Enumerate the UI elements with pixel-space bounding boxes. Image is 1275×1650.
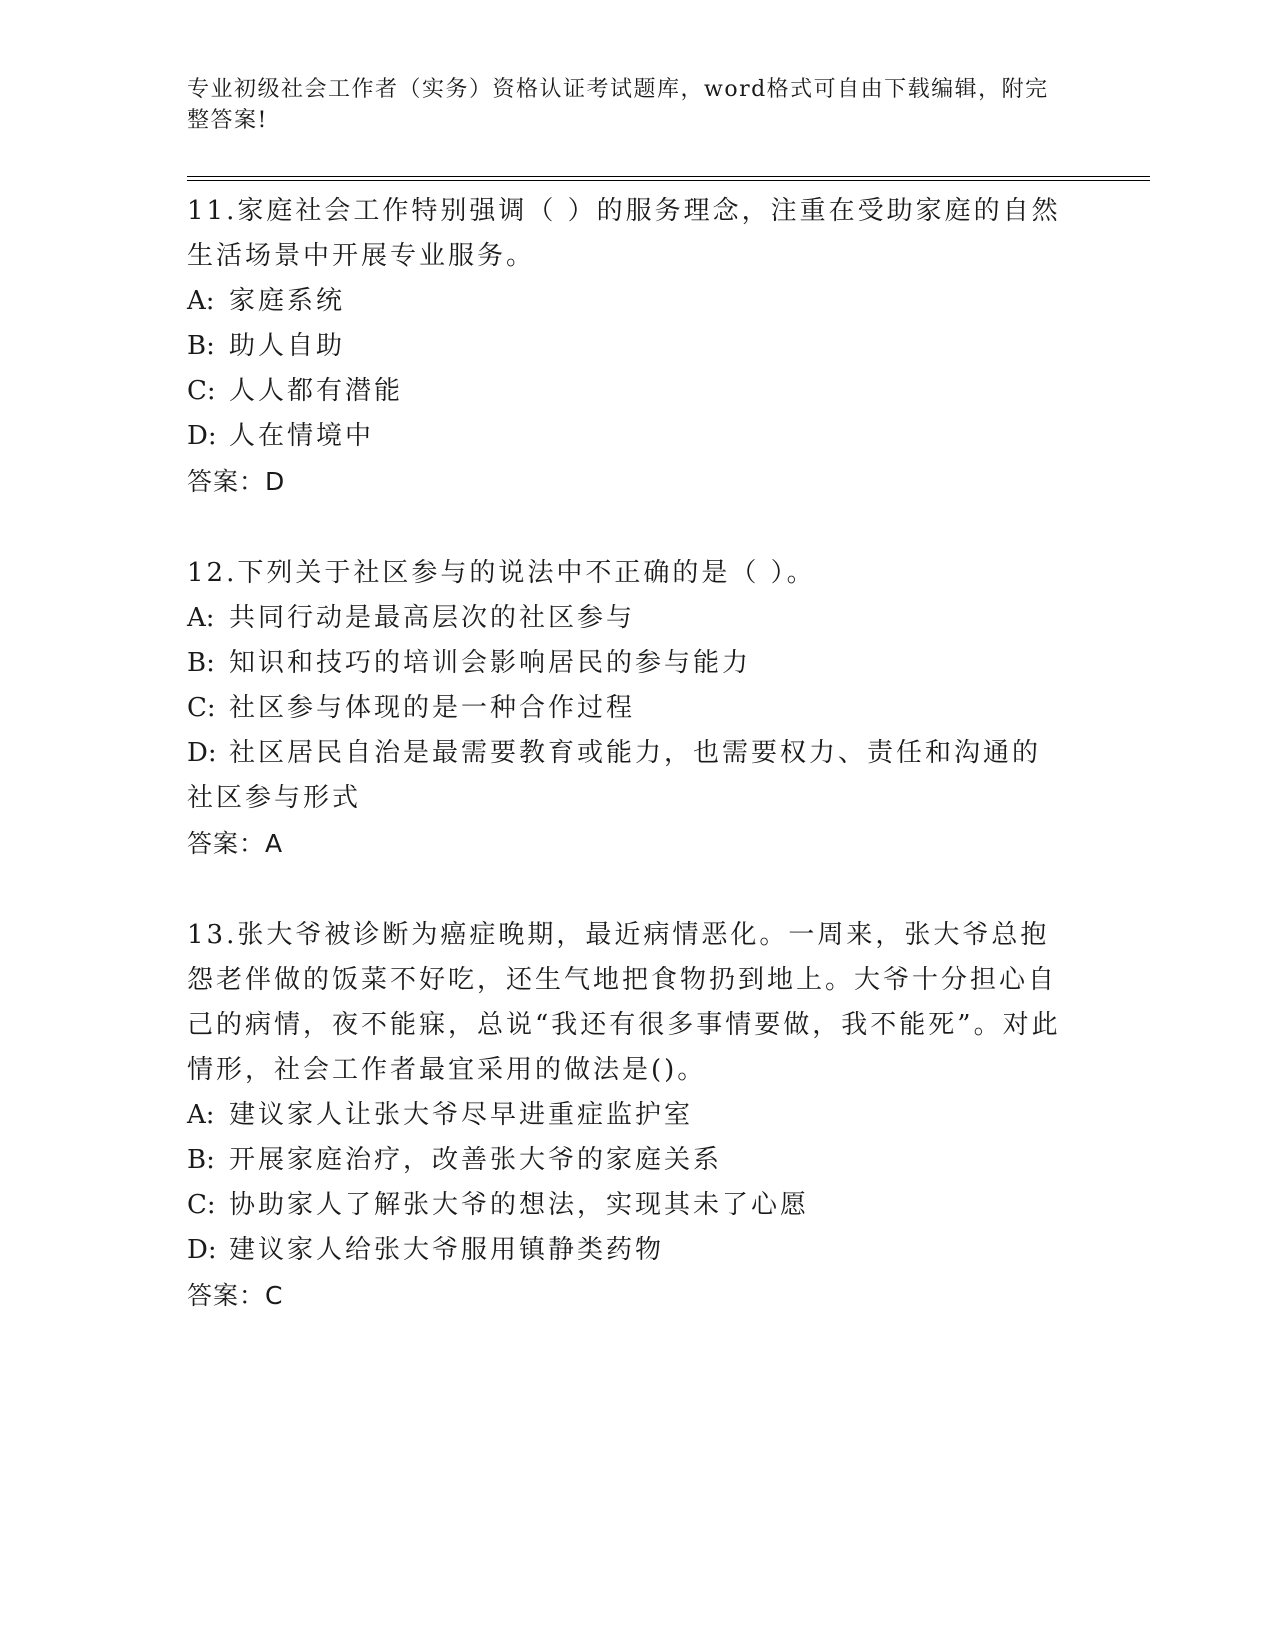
option-d xyxy=(187,1228,1067,1273)
option-letter: B: xyxy=(187,648,215,678)
question-stem: 11.家庭社会工作特别强调（ ）的服务理念，注重在受助家庭的自然生活场景中开展专业服务。 xyxy=(187,196,1061,271)
option-text: 人在情境中 xyxy=(229,421,375,451)
option-text: 人人都有潜能 xyxy=(229,376,404,406)
option-letter: C: xyxy=(187,376,216,406)
option-b xyxy=(187,324,1067,369)
option-a xyxy=(187,596,1067,641)
option-text: 社区参与体现的是一种合作过程 xyxy=(229,693,636,723)
option-text: 家庭系统 xyxy=(229,286,346,316)
option-c xyxy=(187,1183,1067,1228)
question-stem: 12.下列关于社区参与的说法中不正确的是（ ）。 xyxy=(187,558,816,588)
option-letter: A: xyxy=(187,1100,215,1130)
header-divider xyxy=(187,176,1150,181)
option-letter: D: xyxy=(187,738,217,768)
option-b xyxy=(187,1138,1067,1183)
option-letter: C: xyxy=(187,1190,216,1220)
option-text: 建议家人给张大爷服用镇静类药物 xyxy=(229,1235,665,1265)
answer-line: 答案：A xyxy=(187,829,284,858)
option-letter: A: xyxy=(187,286,215,316)
option-d xyxy=(187,731,1067,821)
option-letter: C: xyxy=(187,693,216,723)
answer-line: 答案：C xyxy=(187,1281,284,1310)
option-text: 社区居民自治是最需要教育或能力，也需要权力、责任和沟通的社区参与形式 xyxy=(187,738,1042,813)
option-text: 助人自助 xyxy=(229,331,346,361)
question-block xyxy=(187,913,1067,1318)
option-d xyxy=(187,414,1067,459)
option-a xyxy=(187,279,1067,324)
question-block xyxy=(187,551,1067,866)
question-block xyxy=(187,189,1067,504)
option-text: 知识和技巧的培训会影响居民的参与能力 xyxy=(229,648,752,678)
option-letter: A: xyxy=(187,603,215,633)
option-c xyxy=(187,369,1067,414)
option-a xyxy=(187,1093,1067,1138)
option-text: 协助家人了解张大爷的想法，实现其未了心愿 xyxy=(229,1190,810,1220)
option-letter: B: xyxy=(187,1145,215,1175)
option-c xyxy=(187,686,1067,731)
document-header: 专业初级社会工作者（实务）资格认证考试题库，word格式可自由下载编辑，附完整答案! xyxy=(187,77,1049,133)
option-letter: D: xyxy=(187,1235,217,1265)
option-text: 开展家庭治疗，改善张大爷的家庭关系 xyxy=(229,1145,723,1175)
option-letter: D: xyxy=(187,421,217,451)
option-b xyxy=(187,641,1067,686)
option-letter: B: xyxy=(187,331,215,361)
option-text: 共同行动是最高层次的社区参与 xyxy=(229,603,636,633)
answer-line: 答案：D xyxy=(187,467,286,496)
option-text: 建议家人让张大爷尽早进重症监护室 xyxy=(229,1100,694,1130)
question-stem: 13.张大爷被诊断为癌症晚期，最近病情恶化。一周来，张大爷总抱怨老伴做的饭菜不好吃，还生气地把食物扔到地上。大爷十分担心自己的病情，夜不能寐，总说“我还有很多事情要做，我不能死”。对此情形，社会工作者最宜采用的做法是()。 xyxy=(187,920,1061,1085)
